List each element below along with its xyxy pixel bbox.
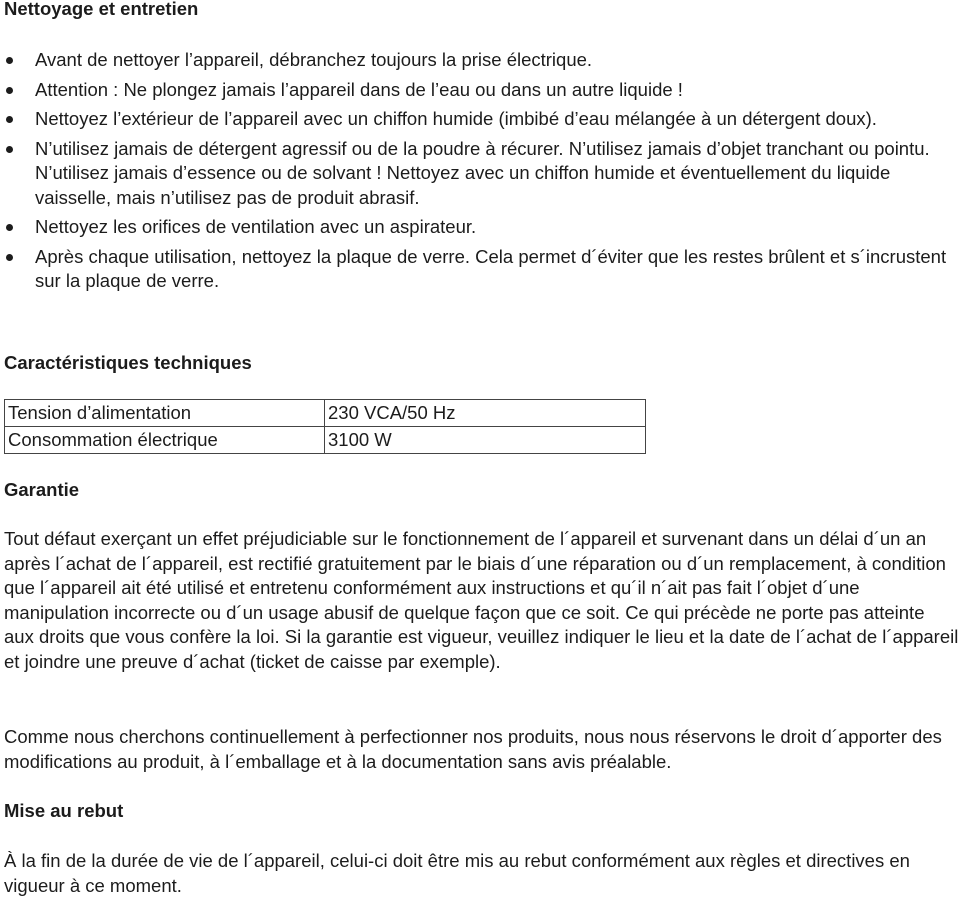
specs-table [4, 399, 646, 454]
list-item: Avant de nettoyer l’appareil, débranchez toujours la prise électrique. [0, 48, 955, 73]
warranty-heading: Garantie [4, 479, 80, 500]
warranty-paragraph: Comme nous cherchons continuellement à perfectionner nos produits, nous nous réservons le droit d´apporter des modifications au produit, à l´emballage et à la documentation sans avis préalable. [4, 726, 942, 772]
disposal-heading: Mise au rebut [4, 800, 124, 821]
spec-label: Tension d’alimentation [5, 400, 325, 427]
spec-value: 230 VCA/50 Hz [325, 400, 646, 427]
cleaning-heading: Nettoyage et entretien [4, 0, 199, 19]
list-item: Nettoyez l’extérieur de l’appareil avec un chiffon humide (imbibé d’eau mélangée à un détergent doux). [0, 107, 955, 132]
list-item: Attention : Ne plongez jamais l’appareil dans de l’eau ou dans un autre liquide ! [0, 78, 955, 103]
list-item: Nettoyez les orifices de ventilation avec un aspirateur. [0, 215, 955, 240]
spec-value: 3100 W [325, 427, 646, 454]
table-row [5, 400, 646, 427]
table-row [5, 427, 646, 454]
spec-label: Consommation électrique [5, 427, 325, 454]
cleaning-list [0, 48, 955, 299]
warranty-paragraph: Tout défaut exerçant un effet préjudiciable sur le fonctionnement de l´appareil et survenant dans un délai d´un an après l´achat de l´appareil, est rectifié gratuitement par le biais d´une réparation ou d´un remplacement, à condition que l´appareil ait été utilisé et entretenu conformément aux instructions et qu´il n´ait pas fait l´objet d´une manipulation incorrecte ou d´un usage abusif de quelque façon que ce soit. Ce qui précède ne porte pas atteinte aux droits que vous confère la loi. Si la garantie est vigueur, veuillez indiquer le lieu et la date de l´achat de l´appareil et joindre une preuve d´achat (ticket de caisse par exemple). [4, 528, 959, 672]
list-item: N’utilisez jamais de détergent agressif ou de la poudre à récurer. N’utilisez jamais d’objet tranchant ou pointu. N’utilisez jamais d’essence ou de solvant ! Nettoyez avec un chiffon humide et éventuellement du liquide vaisselle, mais n’utilisez pas de produit abrasif. [0, 137, 955, 211]
specs-heading: Caractéristiques techniques [4, 352, 252, 373]
list-item: Après chaque utilisation, nettoyez la plaque de verre. Cela permet d´éviter que les restes brûlent et s´incrustent sur la plaque de verre. [0, 245, 955, 294]
disposal-paragraph: À la fin de la durée de vie de l´appareil, celui-ci doit être mis au rebut conformément aux règles et directives en vigueur à ce moment. [4, 850, 910, 896]
